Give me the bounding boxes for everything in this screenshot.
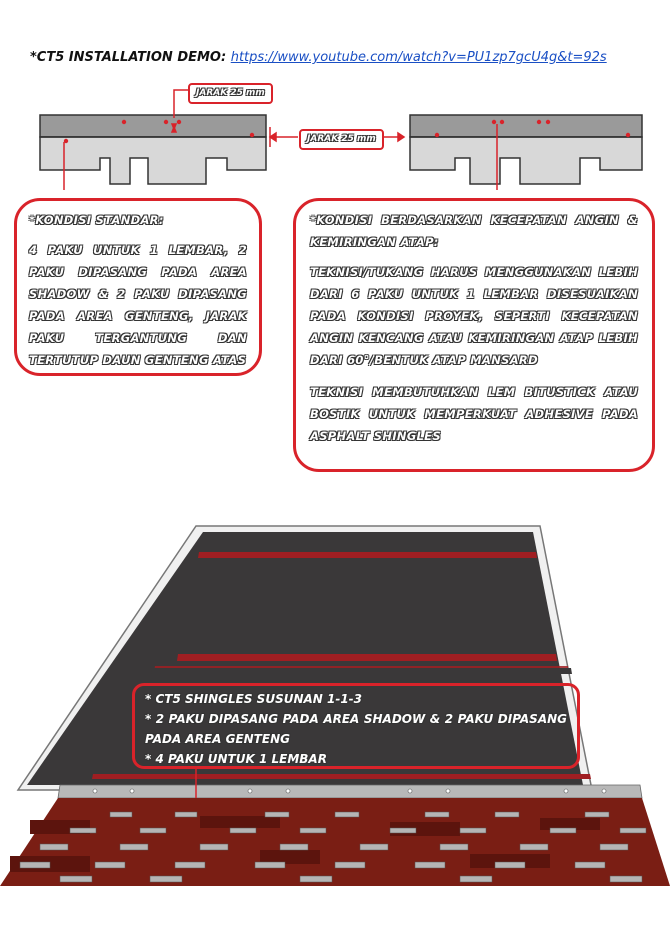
demo-info-box — [132, 683, 580, 769]
callout-wind-slope-para1: TEKNISI/TUKANG HARUS MENGGUNAKAN LEBIH DARI 6 PAKU UNTUK 1 LEMBAR DISESUAIKAN PADA KONDISI PROYEK, SEPERTI KECEPATAN ANGIN KENCANG ATAU KEMIRINGAN ATAP LEBIH DARI 60°/BENTUK ATAP MANSARD — [310, 265, 638, 367]
spacing-tag-top: JARAK 25 mm — [188, 83, 273, 104]
shingle-left — [40, 115, 266, 184]
spacing-tag-middle: JARAK 25 mm — [299, 129, 384, 150]
callout-standard-body: 4 PAKU UNTUK 1 LEMBAR, 2 PAKU DIPASANG PADA AREA SHADOW & 2 PAKU DIPASANG PADA AREA GENTENG, JARAK PAKU TERGANTUNG DAN TERTUTUP DAUN GENTENG ATAS — [29, 243, 247, 367]
demo-video-link[interactable]: https://www.youtube.com/watch?v=PU1zp7gcU4g&t=92s — [230, 50, 607, 65]
callout-wind-slope-para2: TEKNISI MEMBUTUHKAN LEM BITUSTICK ATAU BOSTIK UNTUK MEMPERKUAT ADHESIVE PADA ASPHALT SHINGLES — [310, 385, 638, 443]
header-prefix: *CT5 INSTALLATION DEMO: — [30, 50, 227, 65]
demo-line-1: * CT5 SHINGLES SUSUNAN 1-1-3 — [145, 692, 363, 706]
demo-line-3: * 4 PAKU UNTUK 1 LEMBAR — [145, 752, 327, 766]
callout-standard — [14, 198, 262, 376]
callout-wind-slope — [293, 198, 655, 472]
demo-line-2: * 2 PAKU DIPASANG PADA AREA SHADOW & 2 PAKU DIPASANG PADA AREA GENTENG — [145, 712, 567, 746]
callout-wind-slope-title: *KONDISI BERDASARKAN KECEPATAN ANGIN & KEMIRINGAN ATAP: — [310, 213, 638, 249]
header — [30, 50, 607, 65]
callout-standard-title: *KONDISI STANDAR: — [29, 213, 164, 227]
shingle-right — [410, 115, 642, 184]
